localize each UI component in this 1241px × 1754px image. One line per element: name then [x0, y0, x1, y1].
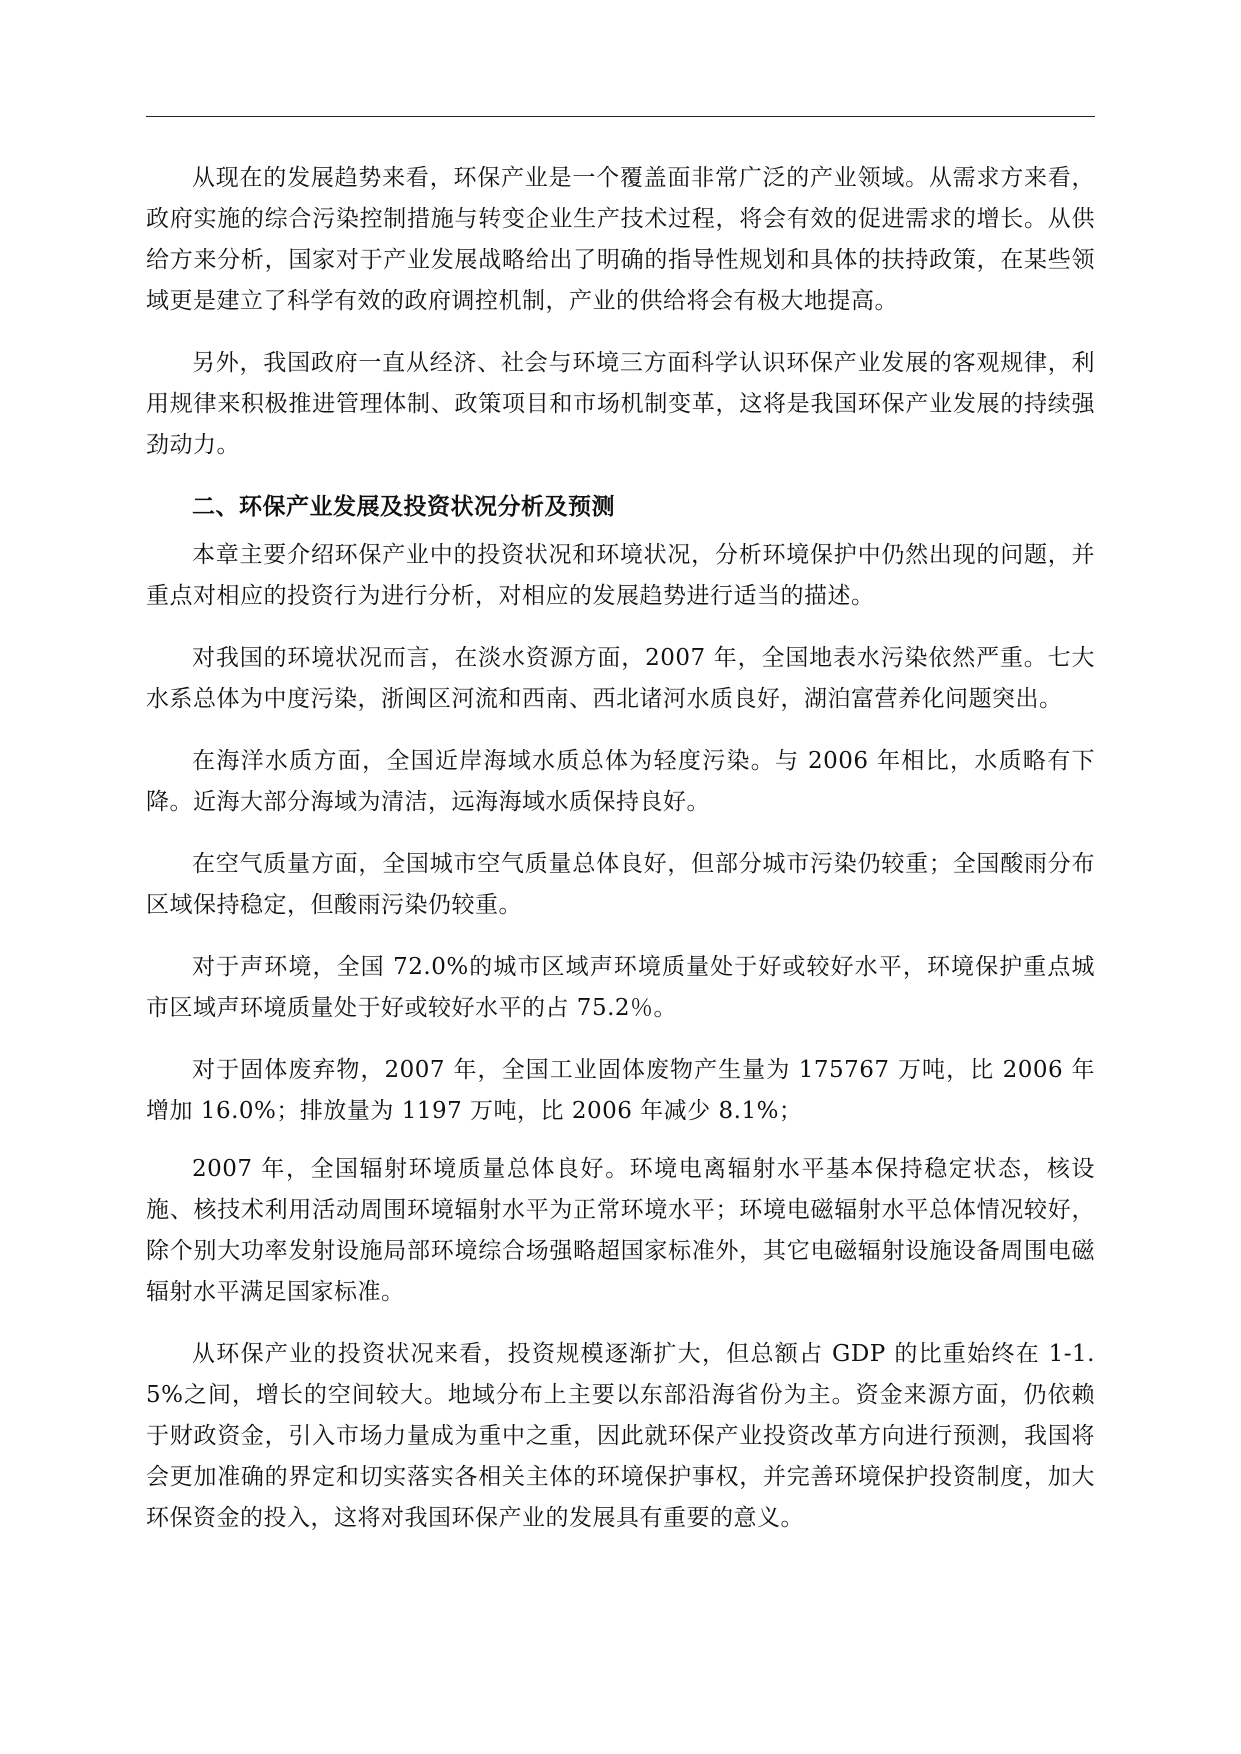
paragraph-government-role: 另外，我国政府一直从经济、社会与环境三方面科学认识环保产业发展的客观规律，利用规律来积极推进管理体制、政策项目和市场机制变革，这将是我国环保产业发展的持续强劲动力。 — [146, 350, 1095, 458]
paragraph-air-quality: 在空气质量方面，全国城市空气质量总体良好，但部分城市污染仍较重；全国酸雨分布区域保持稳定，但酸雨污染仍较重。 — [146, 851, 1095, 918]
paragraph-solid-waste: 对于固体废弃物，2007 年，全国工业固体废物产生量为 175767 万吨，比 2006 年增加 16.0%；排放量为 1197 万吨，比 2006 年减少 8.1%； — [146, 1057, 1095, 1124]
header-rule — [146, 116, 1095, 117]
paragraph-noise: 对于声环境，全国 72.0%的城市区域声环境质量处于好或较好水平，环境保护重点城市区域声环境质量处于好或较好水平的占 75.2％。 — [146, 954, 1095, 1021]
paragraph-freshwater: 对我国的环境状况而言，在淡水资源方面，2007 年，全国地表水污染依然严重。七大水系总体为中度污染，浙闽区河流和西南、西北诸河水质良好，湖泊富营养化问题突出。 — [146, 645, 1095, 712]
document-body — [146, 158, 1095, 1560]
paragraph-investment: 从环保产业的投资状况来看，投资规模逐渐扩大，但总额占 GDP 的比重始终在 1-1.5%之间，增长的空间较大。地域分布上主要以东部沿海省份为主。资金来源方面，仍依赖于财政资金，引入市场力量成为重中之重，因此就环保产业投资改革方向进行预测，我国将会更加准确的界定和切实落实各相关主体的环境保护事权，并完善环境保护投资制度，加大环保资金的投入，这将对我国环保产业的发展具有重要的意义。 — [146, 1341, 1095, 1531]
paragraph-chapter-intro: 本章主要介绍环保产业中的投资状况和环境状况，分析环境保护中仍然出现的问题，并重点对相应的投资行为进行分析，对相应的发展趋势进行适当的描述。 — [146, 542, 1095, 609]
paragraph-marine-water: 在海洋水质方面，全国近岸海域水质总体为轻度污染。与 2006 年相比，水质略有下降。近海大部分海域为清洁，远海海域水质保持良好。 — [146, 748, 1095, 815]
paragraph-radiation: 2007 年，全国辐射环境质量总体良好。环境电离辐射水平基本保持稳定状态，核设施、核技术利用活动周围环境辐射水平为正常环境水平；环境电磁辐射水平总体情况较好，除个别大功率发射设施局部环境综合场强略超国家标准外，其它电磁辐射设施设备周围电磁辐射水平满足国家标准。 — [146, 1156, 1095, 1305]
section-heading: 二、环保产业发展及投资状况分析及预测 — [192, 494, 615, 520]
paragraph-development-trend: 从现在的发展趋势来看，环保产业是一个覆盖面非常广泛的产业领域。从需求方来看，政府实施的综合污染控制措施与转变企业生产技术过程，将会有效的促进需求的增长。从供给方来分析，国家对于产业发展战略给出了明确的指导性规划和具体的扶持政策，在某些领域更是建立了科学有效的政府调控机制，产业的供给将会有极大地提高。 — [146, 165, 1095, 314]
